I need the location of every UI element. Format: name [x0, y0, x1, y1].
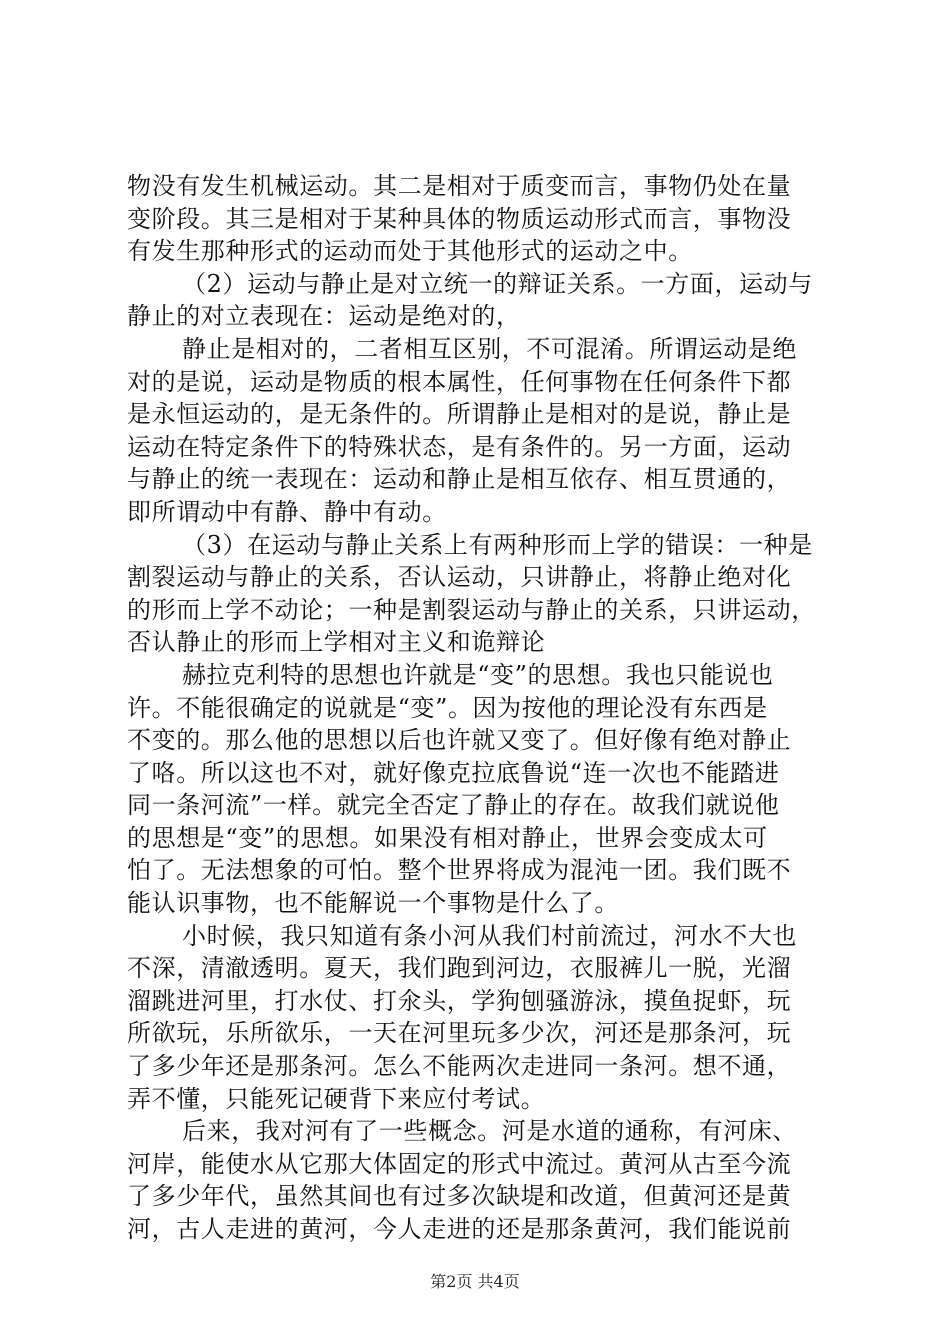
- text-line: 了多少年代，虽然其间也有过多次缺堤和改道，但黄河还是黄: [127, 1182, 792, 1211]
- text-line: 弄不懂，只能死记硬背下来应付考试。: [127, 1084, 546, 1113]
- text-line: 静止的对立表现在：运动是绝对的，: [127, 302, 521, 331]
- text-line: 不变的。那么他的思想以后也许就又变了。但好像有绝对静止: [127, 726, 792, 755]
- text-line: 的思想是“变”的思想。如果没有相对静止，世界会变成太可: [127, 823, 768, 852]
- text-line: 许。不能很确定的说就是“变”。因为按他的理论没有东西是: [127, 693, 768, 722]
- text-line: 能认识事物，也不能解说一个事物是什么了。: [127, 889, 619, 918]
- text-line: （3）在运动与静止关系上有两种形而上学的错误：一种是: [182, 530, 813, 559]
- text-line: 运动在特定条件下的特殊状态，是有条件的。另一方面，运动: [127, 432, 792, 461]
- body-text: [127, 170, 827, 1246]
- text-line: 同一条河流”一样。就完全否定了静止的存在。故我们就说他: [127, 791, 780, 820]
- text-line: 所欲玩，乐所欲乐，一天在河里玩多少次，河还是那条河，玩: [127, 1019, 792, 1048]
- text-line: （2）运动与静止是对立统一的辩证关系。一方面，运动与: [182, 269, 813, 298]
- text-line: 小时候，我只知道有条小河从我们村前流过，河水不大也: [182, 921, 797, 950]
- text-line: 了多少年还是那条河。怎么不能两次走进同一条河。想不通，: [127, 1052, 792, 1081]
- text-line: 即所谓动中有静、静中有动。: [127, 497, 447, 526]
- text-line: 河岸，能使水从它那大体固定的形式中流过。黄河从古至今流: [127, 1149, 792, 1178]
- text-line: 与静止的统一表现在：运动和静止是相互依存、相互贯通的，: [127, 465, 792, 494]
- text-line: 的形而上学不动论；一种是割裂运动与静止的关系，只讲运动，: [127, 595, 816, 624]
- text-line: 割裂运动与静止的关系，否认运动，只讲静止，将静止绝对化: [127, 563, 792, 592]
- text-line: 是永恒运动的，是无条件的。所谓静止是相对的是说，静止是: [127, 400, 792, 429]
- text-line: 不深，清澈透明。夏天，我们跑到河边，衣服裤儿一脱，光溜: [127, 954, 792, 983]
- text-line: 对的是说，运动是物质的根本属性，任何事物在任何条件下都: [127, 367, 792, 396]
- text-line: 物没有发生机械运动。其二是相对于质变而言，事物仍处在量: [127, 172, 792, 200]
- page-number-footer: 第2页 共4页: [430, 1272, 520, 1291]
- text-line: 赫拉克利特的思想也许就是“变”的思想。我也只能说也: [182, 660, 774, 689]
- text-line: 怕了。无法想象的可怕。整个世界将成为混沌一团。我们既不: [127, 856, 792, 885]
- text-line: 河，古人走进的黄河，今人走进的还是那条黄河，我们能说前: [127, 1215, 792, 1243]
- text-line: 后来，我对河有了一些概念。河是水道的通称，有河床、: [182, 1117, 797, 1146]
- text-line: 溜跳进河里，打水仗、打氽头，学狗刨骚游泳，摸鱼捉虾，玩: [127, 986, 792, 1015]
- text-line: 了咯。所以这也不对，就好像克拉底鲁说“连一次也不能踏进: [127, 758, 780, 787]
- text-line: 否认静止的形而上学相对主义和诡辩论: [127, 628, 546, 657]
- text-line: 变阶段。其三是相对于某种具体的物质运动形式而言，事物没: [127, 204, 792, 233]
- text-line: 有发生那种形式的运动而处于其他形式的运动之中。: [127, 237, 693, 266]
- text-line: 静止是相对的，二者相互区别，不可混淆。所谓运动是绝: [182, 334, 797, 363]
